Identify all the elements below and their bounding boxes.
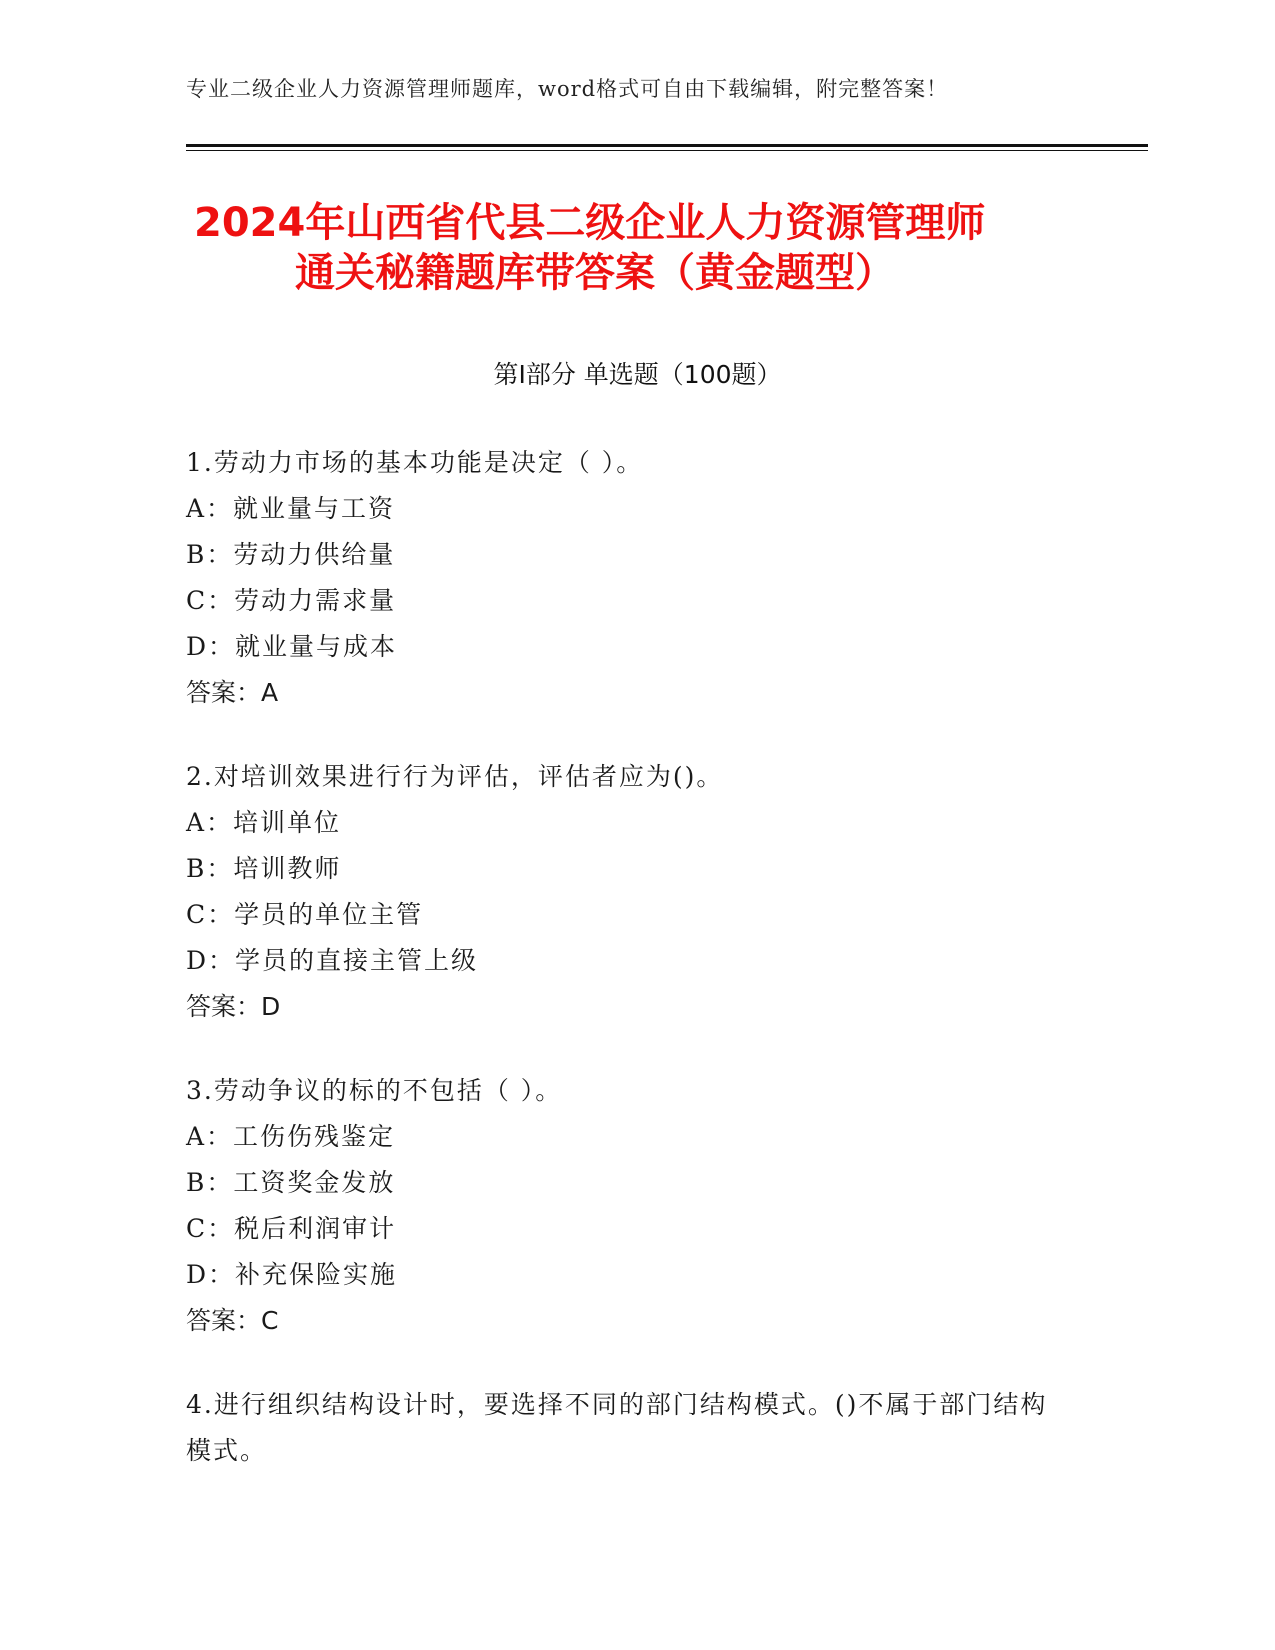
option-d: D：就业量与成本	[186, 632, 398, 661]
question-stem: 1.劳动力市场的基本功能是决定（ ）。	[186, 448, 644, 477]
option-d: D：补充保险实施	[186, 1260, 398, 1289]
question-stem: 4.进行组织结构设计时，要选择不同的部门结构模式。()不属于部门结构模式。	[186, 1390, 1048, 1465]
question-list	[186, 440, 1066, 1512]
section-heading: 第Ⅰ部分 单选题（100题）	[493, 360, 782, 389]
option-b: B：工资奖金发放	[186, 1168, 396, 1197]
document-title-line1: 2024年山西省代县二级企业人力资源管理师	[194, 200, 986, 246]
option-a: A：工伤伤残鉴定	[186, 1122, 396, 1151]
header-rule-thick	[186, 144, 1148, 147]
question-1	[186, 440, 1066, 716]
option-d: D：学员的直接主管上级	[186, 946, 479, 975]
page-header: 专业二级企业人力资源管理师题库，word格式可自由下载编辑，附完整答案！	[186, 77, 949, 101]
question-answer: 答案：C	[186, 1306, 279, 1335]
option-b: B：培训教师	[186, 854, 342, 883]
option-c: C：劳动力需求量	[186, 586, 397, 615]
document-title-line2: 通关秘籍题库带答案（黄金题型）	[295, 250, 895, 296]
question-stem: 2.对培训效果进行行为评估，评估者应为()。	[186, 762, 724, 791]
question-2	[186, 754, 1066, 1030]
header-rule-thin	[186, 150, 1148, 151]
option-a: A：培训单位	[186, 808, 342, 837]
option-b: B：劳动力供给量	[186, 540, 396, 569]
option-c: C：学员的单位主管	[186, 900, 424, 929]
option-c: C：税后利润审计	[186, 1214, 397, 1243]
document-title	[170, 198, 1130, 298]
question-answer: 答案：D	[186, 992, 281, 1021]
question-3	[186, 1068, 1066, 1344]
question-answer: 答案：A	[186, 678, 279, 707]
question-stem: 3.劳动争议的标的不包括（ ）。	[186, 1076, 563, 1105]
question-4	[186, 1382, 1066, 1474]
option-a: A：就业量与工资	[186, 494, 396, 523]
